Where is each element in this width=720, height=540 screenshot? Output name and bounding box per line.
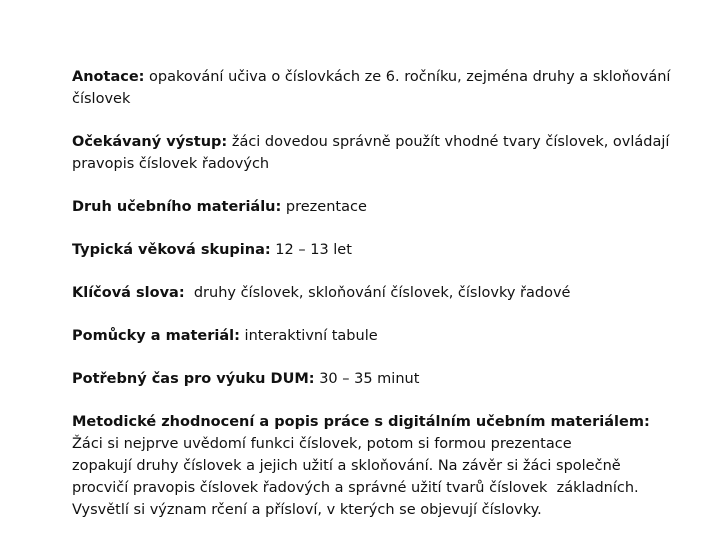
keywords-text: druhy číslovek, skloňování číslovek, číslovky řadové — [184, 285, 571, 301]
tools-paragraph — [72, 325, 672, 347]
annotation-paragraph — [72, 66, 672, 110]
keywords-label: Klíčová slova: — [72, 285, 185, 301]
material-type-label: Druh učebního materiálu: — [72, 199, 282, 215]
methodology-paragraph — [72, 411, 672, 521]
outcome-text: žáci dovedou správně použít vhodné tvary číslovek, ovládají pravopis číslovek řadových — [72, 134, 670, 172]
annotation-label: Anotace: — [72, 69, 145, 85]
methodology-label: Metodické zhodnocení a popis práce s digitálním učebním materiálem: — [72, 414, 650, 430]
time-label: Potřebný čas pro výuku DUM: — [72, 371, 315, 387]
time-text: 30 – 35 minut — [314, 371, 420, 387]
document-content — [72, 66, 672, 521]
methodology-line: Vysvětlí si význam rčení a přísloví, v kterých se objevují číslovky. — [72, 502, 542, 518]
material-type-paragraph — [72, 196, 672, 218]
age-group-paragraph — [72, 239, 672, 261]
tools-text: interaktivní tabule — [239, 328, 378, 344]
keywords-paragraph — [72, 282, 672, 304]
methodology-line: Žáci si nejprve uvědomí funkci číslovek, potom si formou prezentace — [72, 436, 572, 452]
methodology-line: procvičí pravopis číslovek řadových a správné užití tvarů číslovek základních. — [72, 480, 639, 496]
annotation-text: opakování učiva o číslovkách ze 6. ročníku, zejména druhy a skloňování číslovek — [72, 69, 671, 107]
time-paragraph — [72, 368, 672, 390]
tools-label: Pomůcky a materiál: — [72, 328, 240, 344]
outcome-label: Očekávaný výstup: — [72, 134, 228, 150]
outcome-paragraph — [72, 131, 672, 175]
methodology-line: zopakují druhy číslovek a jejich užití a skloňování. Na závěr si žáci společně — [72, 458, 621, 474]
age-group-label: Typická věková skupina: — [72, 242, 271, 258]
age-group-text: 12 – 13 let — [270, 242, 352, 258]
material-type-text: prezentace — [281, 199, 367, 215]
